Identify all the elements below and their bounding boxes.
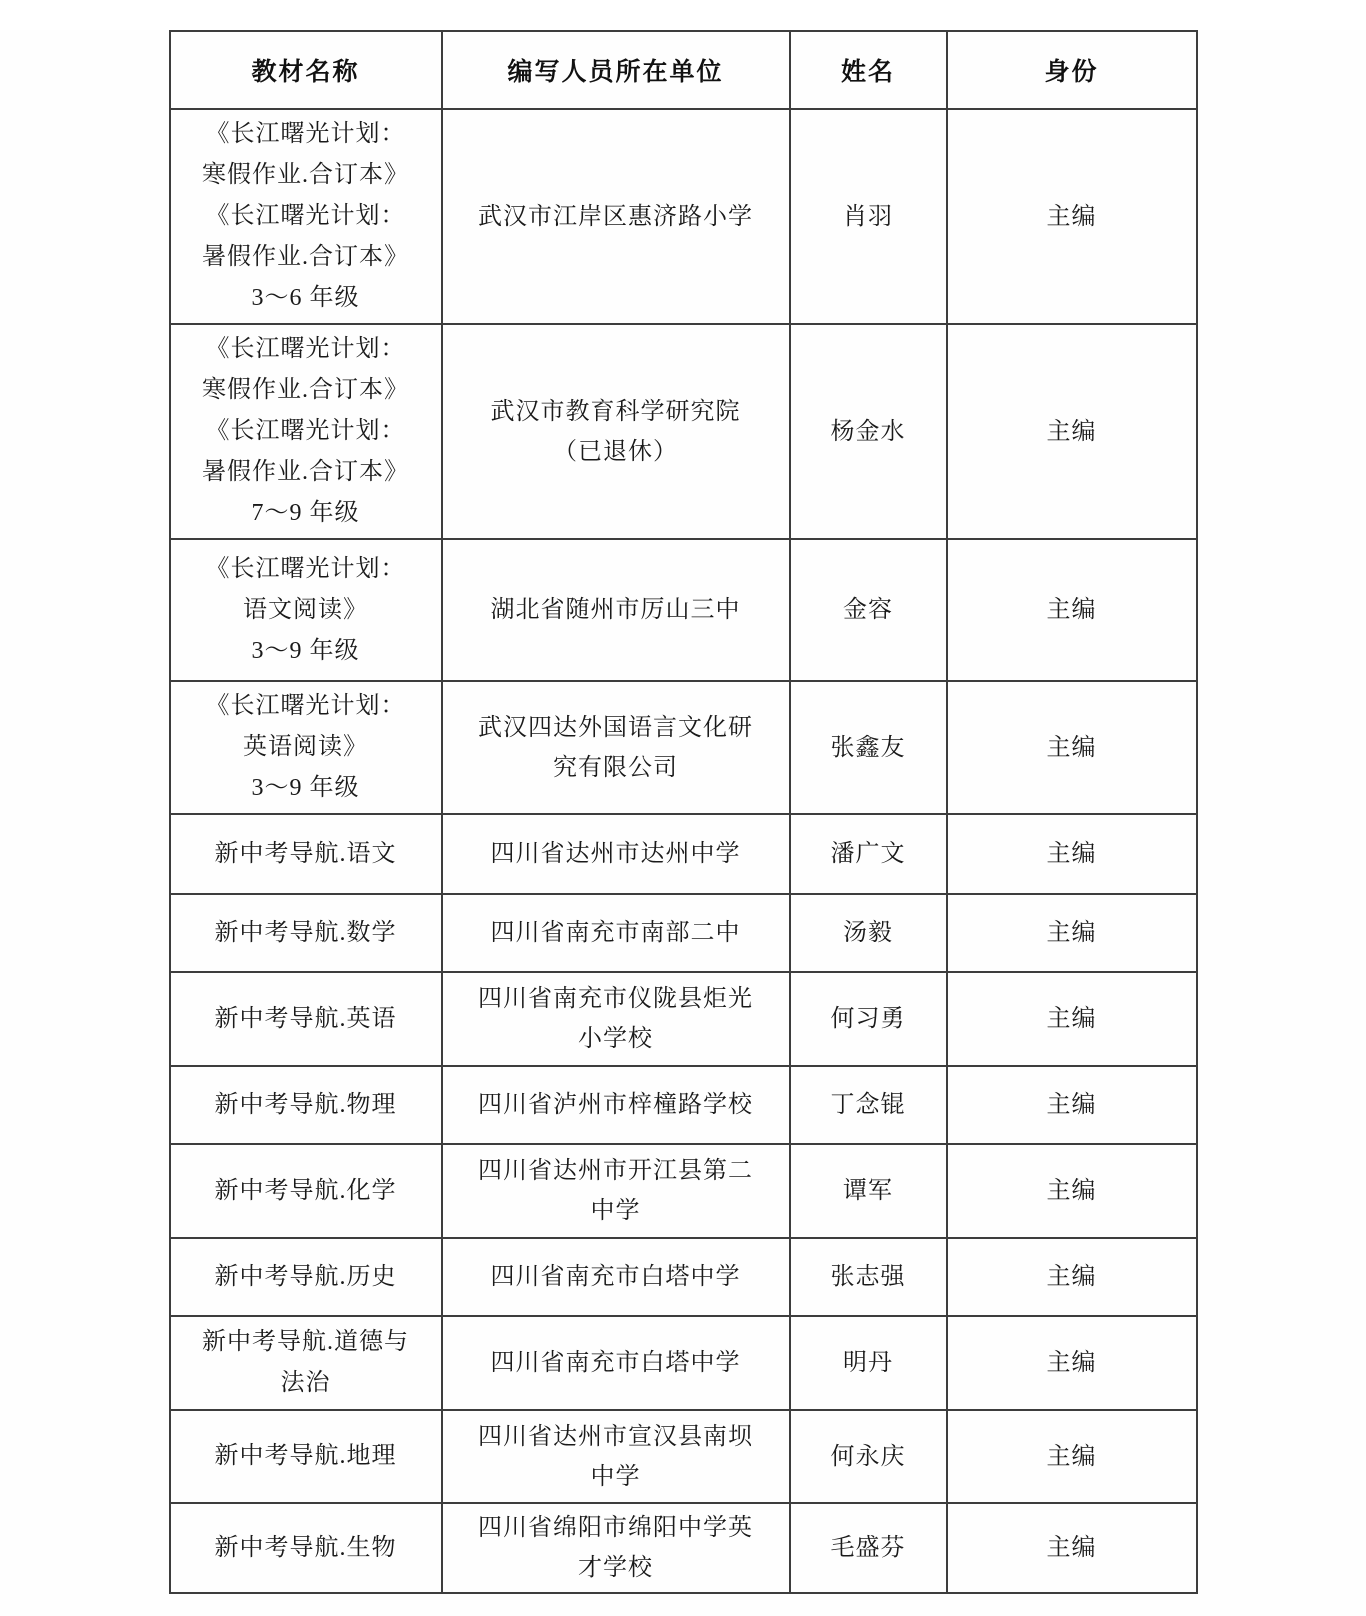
- editor-name-cell: [790, 1316, 947, 1410]
- table-row: [170, 1503, 1197, 1593]
- editor-role-cell: [947, 539, 1197, 681]
- textbook-name-cell: [170, 1410, 442, 1503]
- editor-role-cell: [947, 681, 1197, 814]
- table-row: [170, 894, 1197, 972]
- editor-unit-cell-line: 中学: [590, 1198, 641, 1224]
- header-unit: 编写人员所在单位: [442, 31, 790, 109]
- editor-name-cell: [790, 1238, 947, 1316]
- editor-unit-cell-line: 四川省南充市白塔中学: [490, 1350, 741, 1376]
- editor-role-cell: [947, 109, 1197, 324]
- textbook-name-cell-line: 新中考导航.英语: [214, 1005, 397, 1032]
- textbook-name-cell: [170, 1066, 442, 1144]
- editor-name-cell-line: 潘广文: [830, 841, 906, 867]
- document-page: [0, 30, 1366, 1616]
- editor-unit-cell-line: 四川省南充市南部二中: [490, 920, 741, 946]
- textbook-name-cell-line: 寒假作业.合订本》: [202, 162, 409, 188]
- editor-role-cell-line: 主编: [1046, 203, 1097, 230]
- editor-role-cell-line: 主编: [1046, 418, 1097, 445]
- editor-role-cell: [947, 814, 1197, 894]
- editor-role-cell: [947, 1066, 1197, 1144]
- textbook-name-cell: [170, 681, 442, 814]
- textbook-editors-table: [169, 30, 1198, 1594]
- editor-name-cell-line: 明丹: [843, 1350, 893, 1376]
- editor-unit-cell-line: 四川省达州市开江县第二: [478, 1158, 753, 1184]
- editor-name-cell: [790, 1144, 947, 1238]
- editor-name-cell: [790, 1066, 947, 1144]
- editor-unit-cell-line: 究有限公司: [553, 754, 678, 781]
- editor-role-cell-line: 主编: [1046, 597, 1097, 623]
- editor-name-cell-line: 张鑫友: [830, 734, 906, 761]
- table-row: [170, 814, 1197, 894]
- editor-unit-cell-line: 四川省南充市白塔中学: [490, 1264, 741, 1290]
- editor-role-cell-line: 主编: [1046, 920, 1097, 946]
- editor-role-cell-line: 主编: [1046, 1006, 1097, 1032]
- editor-role-cell-line: 主编: [1046, 734, 1097, 761]
- textbook-name-cell: [170, 1503, 442, 1593]
- textbook-name-cell-line: 语文阅读》: [243, 596, 368, 623]
- textbook-name-cell-line: 《长江曙光计划：: [205, 693, 406, 719]
- editor-unit-cell: [442, 814, 790, 894]
- textbook-name-cell-line: 新中考导航.化学: [214, 1177, 397, 1204]
- editor-role-cell: [947, 972, 1197, 1066]
- editor-name-cell-line: 毛盛芬: [830, 1535, 906, 1561]
- editor-unit-cell: [442, 324, 790, 539]
- textbook-name-cell: [170, 814, 442, 894]
- textbook-name-cell-line: 暑假作业.合订本》: [202, 244, 409, 270]
- textbook-name-cell-line: 7～9 年级: [251, 500, 360, 526]
- editor-unit-cell-line: 武汉市教育科学研究院: [490, 398, 741, 425]
- header-row: [170, 31, 1197, 109]
- editor-unit-cell: [442, 1066, 790, 1144]
- editor-role-cell-line: 主编: [1046, 1443, 1097, 1470]
- editor-role-cell: [947, 1144, 1197, 1238]
- textbook-name-cell: [170, 1238, 442, 1316]
- editor-unit-cell: [442, 1410, 790, 1503]
- editor-name-cell: [790, 1410, 947, 1503]
- editor-role-cell-line: 主编: [1046, 1350, 1097, 1376]
- textbook-name-cell-line: 寒假作业.合订本》: [202, 377, 409, 403]
- table-body: [170, 109, 1197, 1593]
- textbook-name-cell: [170, 109, 442, 324]
- editor-unit-cell: [442, 1316, 790, 1410]
- textbook-name-cell-line: 新中考导航.地理: [214, 1443, 397, 1469]
- editor-role-cell-line: 主编: [1046, 1178, 1097, 1204]
- table-row: [170, 1410, 1197, 1503]
- editor-role-cell-line: 主编: [1046, 1535, 1097, 1561]
- textbook-name-cell-line: 3～6 年级: [251, 285, 360, 311]
- textbook-name-cell-line: 暑假作业.合订本》: [202, 459, 409, 485]
- table-row: [170, 1066, 1197, 1144]
- textbook-name-cell-line: 法治: [280, 1370, 331, 1396]
- editor-name-cell: [790, 814, 947, 894]
- textbook-name-cell-line: 新中考导航.生物: [214, 1534, 397, 1561]
- editor-unit-cell-line: （已退休）: [553, 438, 678, 465]
- editor-unit-cell-line: 四川省南充市仪陇县炬光: [478, 986, 753, 1012]
- editor-unit-cell-line: 四川省绵阳市绵阳中学英: [478, 1515, 753, 1541]
- editor-unit-cell-line: 武汉市江岸区惠济路小学: [478, 203, 753, 230]
- editor-unit-cell-line: 四川省达州市宣汉县南坝: [478, 1423, 753, 1450]
- editor-unit-cell: [442, 894, 790, 972]
- editor-name-cell: [790, 972, 947, 1066]
- editor-name-cell-line: 汤毅: [843, 920, 893, 946]
- textbook-name-cell: [170, 1144, 442, 1238]
- editor-name-cell: [790, 681, 947, 814]
- header-name: 姓名: [790, 31, 947, 109]
- editor-role-cell-line: 主编: [1046, 841, 1097, 867]
- textbook-name-cell-line: 新中考导航.道德与: [202, 1329, 409, 1355]
- textbook-name-cell: [170, 324, 442, 539]
- editor-name-cell-line: 金容: [843, 597, 893, 623]
- editor-name-cell: [790, 894, 947, 972]
- editor-unit-cell-line: 小学校: [578, 1026, 653, 1052]
- table-row: [170, 1144, 1197, 1238]
- editor-unit-cell-line: 湖北省随州市厉山三中: [490, 597, 741, 623]
- textbook-name-cell: [170, 972, 442, 1066]
- editor-unit-cell: [442, 109, 790, 324]
- editor-name-cell: [790, 1503, 947, 1593]
- editor-role-cell-line: 主编: [1046, 1092, 1097, 1118]
- textbook-name-cell-line: 新中考导航.历史: [214, 1263, 397, 1290]
- editor-name-cell-line: 丁念锟: [830, 1092, 906, 1118]
- editor-unit-cell: [442, 972, 790, 1066]
- textbook-name-cell-line: 《长江曙光计划：: [205, 203, 406, 229]
- editor-role-cell: [947, 1410, 1197, 1503]
- editor-unit-cell-line: 武汉四达外国语言文化研: [478, 714, 753, 741]
- editor-unit-cell: [442, 539, 790, 681]
- editor-role-cell: [947, 1238, 1197, 1316]
- editor-name-cell-line: 张志强: [830, 1264, 906, 1290]
- textbook-name-cell: [170, 894, 442, 972]
- textbook-name-cell-line: 《长江曙光计划：: [205, 336, 406, 362]
- textbook-name-cell: [170, 539, 442, 681]
- editor-role-cell: [947, 1503, 1197, 1593]
- textbook-name-cell-line: 新中考导航.数学: [214, 919, 397, 946]
- editor-name-cell-line: 何习勇: [830, 1006, 906, 1032]
- editor-name-cell: [790, 324, 947, 539]
- table-row: [170, 1316, 1197, 1410]
- table-header-row: [170, 31, 1197, 109]
- table-row: [170, 539, 1197, 681]
- table-row: [170, 109, 1197, 324]
- textbook-name-cell-line: 《长江曙光计划：: [205, 418, 406, 444]
- editor-name-cell: [790, 109, 947, 324]
- editor-role-cell-line: 主编: [1046, 1264, 1097, 1290]
- textbook-name-cell-line: 《长江曙光计划：: [205, 121, 406, 147]
- editor-unit-cell: [442, 681, 790, 814]
- textbook-name-cell-line: 3～9 年级: [251, 637, 360, 664]
- editor-name-cell-line: 谭军: [843, 1178, 893, 1204]
- textbook-name-cell-line: 《长江曙光计划：: [205, 555, 406, 582]
- editor-unit-cell: [442, 1503, 790, 1593]
- editor-unit-cell-line: 四川省达州市达州中学: [490, 841, 741, 867]
- editor-unit-cell-line: 四川省泸州市梓橦路学校: [478, 1092, 753, 1118]
- editor-name-cell: [790, 539, 947, 681]
- table-row: [170, 681, 1197, 814]
- textbook-name-cell-line: 3～9 年级: [251, 775, 360, 801]
- editor-name-cell-line: 肖羽: [843, 203, 893, 230]
- textbook-name-cell: [170, 1316, 442, 1410]
- textbook-name-cell-line: 新中考导航.语文: [214, 840, 397, 867]
- editor-role-cell: [947, 1316, 1197, 1410]
- editor-name-cell-line: 杨金水: [830, 418, 906, 445]
- header-textbook: 教材名称: [170, 31, 442, 109]
- editor-role-cell: [947, 324, 1197, 539]
- editor-name-cell-line: 何永庆: [830, 1443, 906, 1470]
- textbook-name-cell-line: 英语阅读》: [243, 734, 368, 760]
- table-row: [170, 972, 1197, 1066]
- table-row: [170, 324, 1197, 539]
- editor-role-cell: [947, 894, 1197, 972]
- editor-unit-cell: [442, 1238, 790, 1316]
- textbook-name-cell-line: 新中考导航.物理: [214, 1091, 397, 1118]
- editor-unit-cell: [442, 1144, 790, 1238]
- editor-unit-cell-line: 中学: [590, 1463, 641, 1490]
- editor-unit-cell-line: 才学校: [578, 1555, 653, 1581]
- header-role: 身份: [947, 31, 1197, 109]
- table-row: [170, 1238, 1197, 1316]
